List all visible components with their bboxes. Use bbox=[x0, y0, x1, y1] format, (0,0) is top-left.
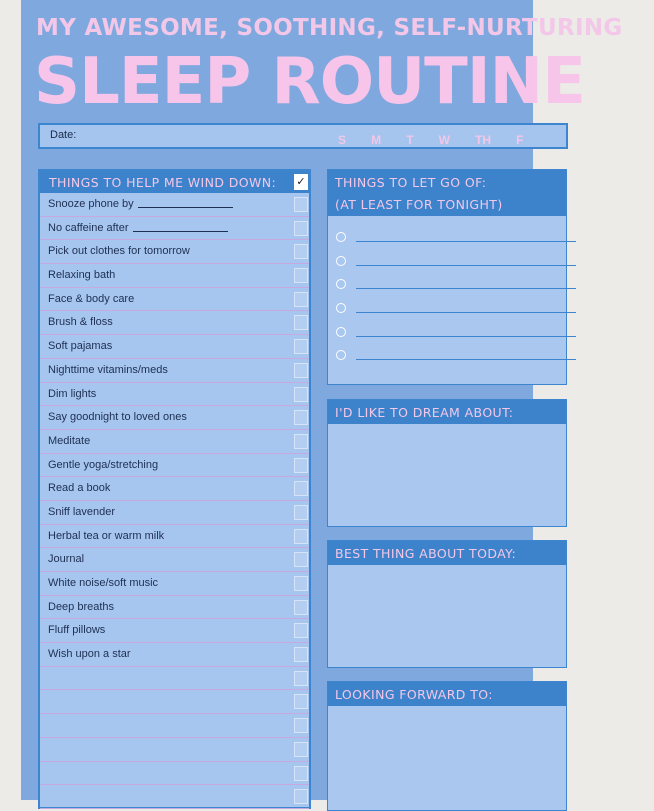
checkbox[interactable] bbox=[294, 458, 308, 473]
checklist-item-label: Gentle yoga/stretching bbox=[48, 458, 159, 471]
checklist-item-label: Dim lights bbox=[48, 387, 97, 400]
checklist-item-label: Sniff lavender bbox=[48, 505, 116, 518]
checkbox[interactable] bbox=[294, 529, 308, 544]
checklist-item-label: No caffeine after bbox=[48, 221, 129, 234]
checklist-rows bbox=[40, 193, 309, 809]
checklist-row[interactable] bbox=[40, 383, 309, 407]
write-line bbox=[356, 265, 576, 266]
checkbox[interactable] bbox=[294, 221, 308, 236]
checklist-item-label: Wish upon a star bbox=[48, 648, 131, 661]
checkbox[interactable] bbox=[294, 742, 308, 757]
let-go-header bbox=[328, 170, 566, 194]
checkbox[interactable] bbox=[294, 552, 308, 567]
day-monday[interactable]: M bbox=[371, 133, 382, 147]
checklist-row[interactable] bbox=[40, 264, 309, 288]
circle-icon[interactable] bbox=[336, 303, 346, 313]
checklist-item-label: Deep breaths bbox=[48, 600, 115, 613]
day-friday[interactable]: F bbox=[516, 133, 524, 147]
checklist-item-label: Brush & floss bbox=[48, 316, 113, 329]
let-go-panel bbox=[327, 169, 567, 385]
checklist-item-label: Nighttime vitamins/meds bbox=[48, 363, 168, 376]
circle-icon[interactable] bbox=[336, 232, 346, 242]
checkbox[interactable] bbox=[294, 789, 308, 804]
checklist-row[interactable] bbox=[40, 548, 309, 572]
page-title: SLEEP ROUTINE bbox=[34, 45, 585, 119]
checkbox[interactable] bbox=[294, 623, 308, 638]
forward-title: LOOKING FORWARD TO: bbox=[335, 687, 493, 702]
checklist-row[interactable] bbox=[40, 359, 309, 383]
list-item[interactable] bbox=[328, 226, 566, 250]
checklist-row[interactable] bbox=[40, 572, 309, 596]
best-thing-header bbox=[328, 541, 566, 565]
list-item[interactable] bbox=[328, 273, 566, 297]
checklist-item-label: Read a book bbox=[48, 482, 111, 495]
checklist-item-label: Soft pajamas bbox=[48, 340, 113, 353]
checklist-item-label: Say goodnight to loved ones bbox=[48, 411, 187, 424]
checklist-item-label: Snooze phone by bbox=[48, 198, 134, 210]
checklist-row[interactable] bbox=[40, 406, 309, 430]
checklist-item-label: Face & body care bbox=[48, 292, 135, 305]
list-item[interactable] bbox=[328, 321, 566, 345]
checkbox[interactable] bbox=[294, 363, 308, 378]
write-line bbox=[356, 336, 576, 337]
checkbox[interactable] bbox=[294, 197, 308, 212]
write-line bbox=[356, 312, 576, 313]
checkbox[interactable] bbox=[294, 315, 308, 330]
checkbox[interactable] bbox=[294, 671, 308, 686]
checkbox[interactable] bbox=[294, 694, 308, 709]
checklist-row[interactable] bbox=[40, 714, 309, 738]
checkbox[interactable] bbox=[294, 600, 308, 615]
circle-icon[interactable] bbox=[336, 279, 346, 289]
best-thing-panel[interactable] bbox=[327, 540, 567, 668]
checklist-row[interactable] bbox=[40, 762, 309, 786]
checklist-row[interactable] bbox=[40, 477, 309, 501]
list-item[interactable] bbox=[328, 297, 566, 321]
list-item[interactable] bbox=[328, 344, 566, 368]
day-sunday[interactable]: S bbox=[338, 133, 347, 147]
checkbox[interactable] bbox=[294, 576, 308, 591]
let-go-list bbox=[328, 216, 566, 368]
forward-panel[interactable] bbox=[327, 681, 567, 811]
checklist-row[interactable] bbox=[40, 785, 309, 809]
let-go-title: THINGS TO LET GO OF: bbox=[335, 175, 487, 190]
checklist-row[interactable] bbox=[40, 596, 309, 620]
checkbox[interactable] bbox=[294, 339, 308, 354]
day-thursday[interactable]: TH bbox=[475, 133, 492, 147]
wind-down-title: THINGS TO HELP ME WIND DOWN: bbox=[49, 175, 277, 190]
fill-in-line[interactable] bbox=[133, 223, 228, 232]
date-label: Date: bbox=[50, 129, 77, 141]
checklist-item-label: Journal bbox=[48, 553, 85, 566]
checkbox[interactable] bbox=[294, 387, 308, 402]
subtitle: MY AWESOME, SOOTHING, SELF-NURTURING bbox=[36, 15, 623, 41]
day-tuesday[interactable]: T bbox=[406, 133, 414, 147]
circle-icon[interactable] bbox=[336, 256, 346, 266]
date-bar bbox=[38, 123, 568, 149]
wind-down-checklist bbox=[38, 169, 311, 809]
fill-in-line[interactable] bbox=[138, 199, 233, 208]
checkbox[interactable] bbox=[294, 766, 308, 781]
write-line bbox=[356, 288, 576, 289]
planner-sheet bbox=[21, 0, 623, 800]
checkbox[interactable] bbox=[294, 434, 308, 449]
checkbox[interactable] bbox=[294, 410, 308, 425]
dream-panel[interactable] bbox=[327, 399, 567, 527]
day-wednesday[interactable]: W bbox=[438, 133, 450, 147]
checklist-row[interactable] bbox=[40, 454, 309, 478]
checklist-row[interactable] bbox=[40, 335, 309, 359]
checklist-row[interactable] bbox=[40, 430, 309, 454]
checklist-item-label: Herbal tea or warm milk bbox=[48, 529, 165, 542]
checklist-row[interactable] bbox=[40, 667, 309, 691]
checklist-row[interactable] bbox=[40, 643, 309, 667]
checklist-row[interactable] bbox=[40, 288, 309, 312]
checklist-item-label: Pick out clothes for tomorrow bbox=[48, 245, 190, 258]
checkbox[interactable] bbox=[294, 505, 308, 520]
checklist-item-label: Fluff pillows bbox=[48, 624, 106, 637]
forward-header bbox=[328, 682, 566, 706]
checklist-item-label: White noise/soft music bbox=[48, 577, 159, 589]
let-go-subheader bbox=[328, 194, 566, 216]
dream-title: I'D LIKE TO DREAM ABOUT: bbox=[335, 405, 514, 420]
list-item[interactable] bbox=[328, 250, 566, 274]
checkbox[interactable] bbox=[294, 481, 308, 496]
checklist-item-label: Relaxing bath bbox=[48, 269, 116, 282]
best-thing-title: BEST THING ABOUT TODAY: bbox=[335, 546, 517, 561]
checklist-row[interactable] bbox=[40, 311, 309, 335]
checklist-row[interactable] bbox=[40, 619, 309, 643]
circle-icon[interactable] bbox=[336, 327, 346, 337]
wind-down-header bbox=[40, 171, 309, 193]
checklist-row[interactable] bbox=[40, 738, 309, 762]
checkbox[interactable] bbox=[294, 268, 308, 283]
checklist-item-label: Meditate bbox=[48, 434, 91, 447]
circle-icon[interactable] bbox=[336, 350, 346, 360]
checklist-row[interactable] bbox=[40, 525, 309, 549]
checklist-row[interactable] bbox=[40, 501, 309, 525]
checklist-row[interactable] bbox=[40, 690, 309, 714]
checkbox[interactable] bbox=[294, 292, 308, 307]
checkbox[interactable] bbox=[294, 718, 308, 733]
checklist-row[interactable] bbox=[40, 217, 309, 241]
weekday-selector bbox=[338, 129, 544, 148]
checkbox[interactable] bbox=[294, 244, 308, 259]
write-line bbox=[356, 359, 576, 360]
write-line bbox=[356, 241, 576, 242]
dream-header bbox=[328, 400, 566, 424]
checklist-row[interactable] bbox=[40, 240, 309, 264]
checkbox[interactable] bbox=[294, 647, 308, 662]
checkmark-icon: ✓ bbox=[294, 174, 308, 190]
let-go-subtitle: (AT LEAST FOR TONIGHT) bbox=[335, 197, 503, 212]
checklist-row[interactable] bbox=[40, 193, 309, 217]
